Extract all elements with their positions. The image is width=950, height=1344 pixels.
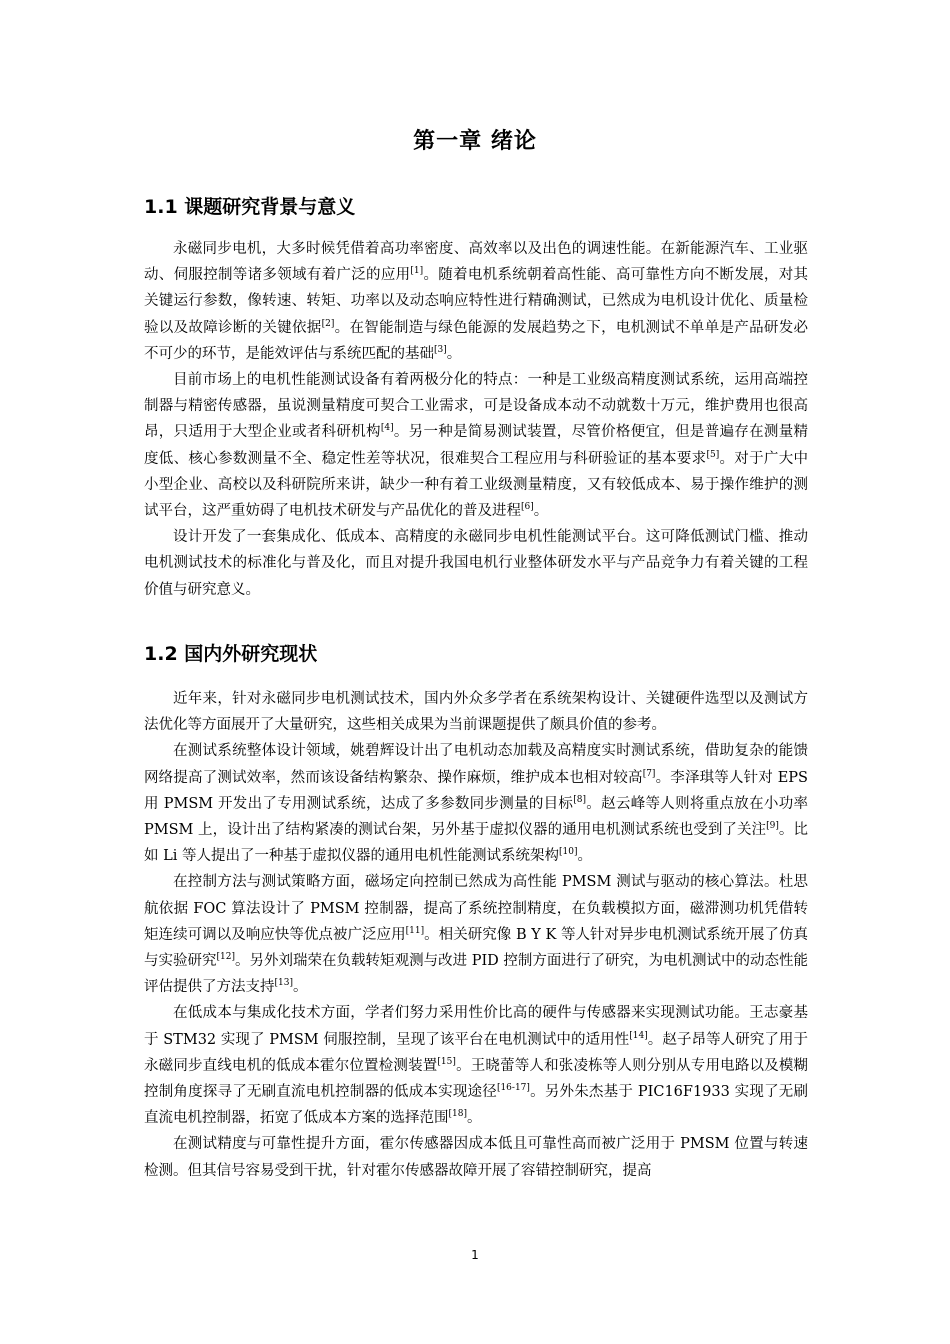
body-paragraph xyxy=(144,738,808,869)
paragraph-text: 。随着电机系统朝着高性能、高可靠性方向不断发展，对其关键运行参数，像转速、转矩、功率以及动态响应特性进行精确测试，已然成为电机设计优化、质量检验以及故障诊断的关键依据 xyxy=(144,267,808,336)
paragraph-text: 。比如 Li 等人提出了一种基于虚拟仪器的通用电机性能测试系统架构 xyxy=(144,822,808,865)
citation-reference: [11] xyxy=(405,926,425,936)
citation-reference: [8] xyxy=(573,794,586,805)
citation-reference: [7] xyxy=(642,768,656,779)
citation-reference: [5] xyxy=(706,449,720,460)
paragraph-text: 目前市场上的电机性能测试设备有着两极分化的特点：一种是工业级高精度测试系统，运用高端控制器与精密传感器，虽说测量精度可契合工业需求，可是设备成本动不动就数十万元，维护费用也很高昂，只适用于大型企业或者科研机构 xyxy=(144,372,808,441)
paragraph-text: 。相关研究像 B Y K 等人针对异步电机测试系统开展了仿真与实验研究 xyxy=(144,926,808,970)
paragraph-text: 。李泽琪等人针对 EPS 用 PMSM 开发出了专用测试系统，达成了多参数同步测量的目标 xyxy=(144,769,808,812)
citation-reference: [4] xyxy=(380,423,394,434)
section-heading-1-1: 1.1 课题研究背景与意义 xyxy=(144,196,356,218)
paragraph-text: 永磁同步电机，大多时候凭借着高功率密度、高效率以及出色的调速性能。在新能源汽车、工业驱动、伺服控制等诸多领域有着广泛的应用 xyxy=(144,241,808,284)
paragraph-text: 近年来，针对永磁同步电机测试技术，国内外众多学者在系统架构设计、关键硬件选型以及测试方法优化等方面展开了大量研究，这些相关成果为当前课题提供了颇具价值的参考。 xyxy=(144,691,808,734)
paragraph-text: 。赵云峰等人则将重点放在小功率 PMSM 上，设计出了结构紧凑的测试台架，另外基于虚拟仪器的通用电机测试系统也受到了关注 xyxy=(144,795,808,839)
paragraph-text: 。赵子昂等人研究了用于永磁同步直线电机的低成本霍尔位置检测装置 xyxy=(144,1031,808,1074)
paragraph-text: 。另一种是简易测试装置，尽管价格便宜，但是普遍存在测量精度低、核心参数测量不全、稳定性差等状况，很难契合工程应用与科研验证的基本要求 xyxy=(144,424,809,467)
body-paragraph xyxy=(144,236,808,367)
paragraph-text: 。 xyxy=(533,503,549,520)
citation-reference: [18] xyxy=(448,1109,467,1120)
page-number: 1 xyxy=(471,1248,479,1262)
citation-reference: [15] xyxy=(437,1057,456,1068)
paragraph-text: 在低成本与集成化技术方面，学者们努力采用性价比高的硬件与传感器来实现测试功能。王志豪基于 STM32 实现了 PMSM 伺服控制，呈现了该平台在电机测试中的适用性 xyxy=(144,1005,808,1048)
paragraph-text: 。另外刘瑞荣在负载转矩观测与改进 PID 控制方面进行了研究，为电机测试中的动态性能评估提供了方法支持 xyxy=(144,953,809,996)
paragraph-text: 。另外朱杰基于 PIC16F1933 实现了无刷直流电机控制器，拓宽了低成本方案的选择范围 xyxy=(144,1084,808,1127)
paragraph-text: 。王晓蕾等人和张凌栋等人则分别从专用电路以及模糊控制角度探寻了无刷直流电机控制器的低成本实现途径 xyxy=(144,1057,809,1101)
paragraph-text: 。 xyxy=(577,848,592,865)
paragraph-text: 在控制方法与测试策略方面，磁场定向控制已然成为高性能 PMSM 测试与驱动的核心算法。杜思航依据 FOC 算法设计了 PMSM 控制器，提高了系统控制精度，在负载模拟方面，磁滞测功机凭借转矩连续可调以及响应快等优点被广泛应用 xyxy=(144,874,808,943)
citation-reference: [1] xyxy=(410,266,424,277)
citation-reference: [14] xyxy=(629,1030,648,1041)
section-heading-1-2: 1.2 国内外研究现状 xyxy=(144,643,318,665)
body-paragraph xyxy=(144,524,808,603)
chapter-title: 第一章 绪论 xyxy=(413,129,537,154)
paragraph-text: 。 xyxy=(292,979,308,996)
body-paragraph xyxy=(144,1131,808,1183)
section-body-1-2 xyxy=(144,686,808,1184)
citation-reference: [16-17] xyxy=(496,1083,530,1094)
citation-reference: [2] xyxy=(321,318,335,329)
paragraph-text: 。在智能制造与绿色能源的发展趋势之下，电机测试不单单是产品研发必不可少的环节，是能效评估与系统匹配的基础 xyxy=(144,319,809,362)
paragraph-text: 在测试精度与可靠性提升方面，霍尔传感器因成本低且可靠性高而被广泛用于 PMSM 位置与转速检测。但其信号容易受到干扰，针对霍尔传感器故障开展了容错控制研究，提高 xyxy=(144,1136,808,1179)
citation-reference: [3] xyxy=(434,344,447,355)
citation-reference: [12] xyxy=(216,952,236,963)
body-paragraph xyxy=(144,686,808,738)
paragraph-text: 在测试系统整体设计领域，姚碧辉设计出了电机动态加载及高精度实时测试系统，借助复杂的能馈网络提高了测试效率，然而该设备结构繁杂、操作麻烦，维护成本也相对较高 xyxy=(144,743,808,786)
citation-reference: [6] xyxy=(521,502,534,513)
citation-reference: [10] xyxy=(558,847,578,858)
body-paragraph xyxy=(144,367,808,524)
citation-reference: [13] xyxy=(274,978,293,989)
citation-reference: [9] xyxy=(766,821,779,832)
body-paragraph xyxy=(144,1000,808,1131)
paragraph-text: 。对于广大中小型企业、高校以及科研院所来讲，缺少一种有着工业级测量精度，又有较低成本、易于操作维护的测试平台，这严重妨碍了电机技术研发与产品优化的普及进程 xyxy=(144,450,809,520)
paragraph-text: 。 xyxy=(466,1110,482,1127)
section-body-1-1 xyxy=(144,236,808,603)
paragraph-text: 设计开发了一套集成化、低成本、高精度的永磁同步电机性能测试平台。这可降低测试门槛、推动电机测试技术的标准化与普及化，而且对提升我国电机行业整体研发水平与产品竞争力有着关键的工程价值与研究意义。 xyxy=(144,529,808,598)
body-paragraph xyxy=(144,869,808,1000)
paragraph-text: 。 xyxy=(446,345,462,362)
